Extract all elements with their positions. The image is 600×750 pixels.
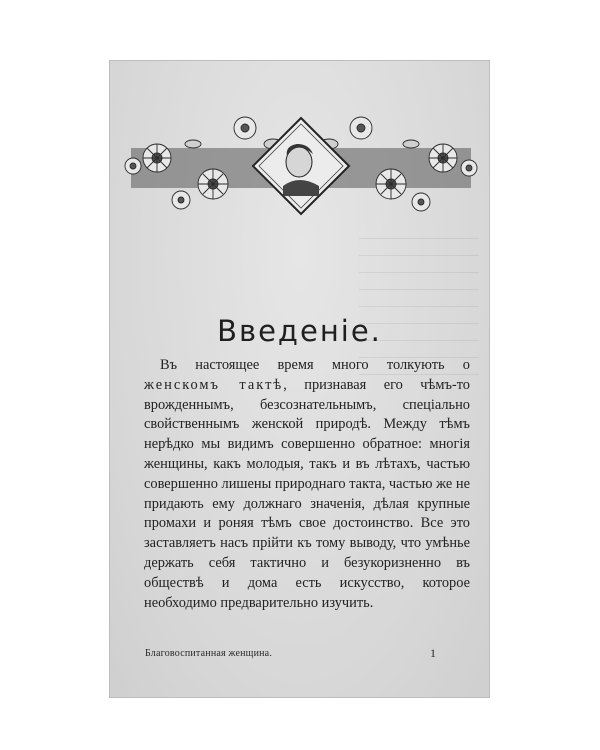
book-page xyxy=(109,60,490,698)
spaced-emphasis: женскомъ тактѣ xyxy=(144,376,284,393)
paragraph-start: Въ настоящее время много толкують о xyxy=(160,357,470,373)
footer-signature: Благовоспитанная женщина. xyxy=(145,648,273,659)
chapter-title: Введеніе. xyxy=(217,314,382,348)
floral-headpiece-ornament xyxy=(123,114,479,218)
body-text xyxy=(144,356,470,613)
page-number: 1 xyxy=(430,646,436,660)
paragraph-rest: , признавая его чѣмъ-то врожденнымъ, безсознательнымъ, спеціально свойственнымъ женской природѣ. Между тѣмъ нерѣдко мы видимъ совершенно обратное: многія женщины, какъ молодыя, такъ и въ лѣтахъ, частью совершенно лишены природнаго такта, частью же не придають ему должнаго значенія, дѣлая крупные промахи и роняя тѣмъ свое достоинство. Все это заставляетъ насъ прійти къ тому выводу, что умѣнье держать себя тактично и безукоризненно въ обществѣ и дома есть искусство, которое необходимо предварительно изучить. xyxy=(144,376,470,611)
paragraph xyxy=(144,356,470,613)
